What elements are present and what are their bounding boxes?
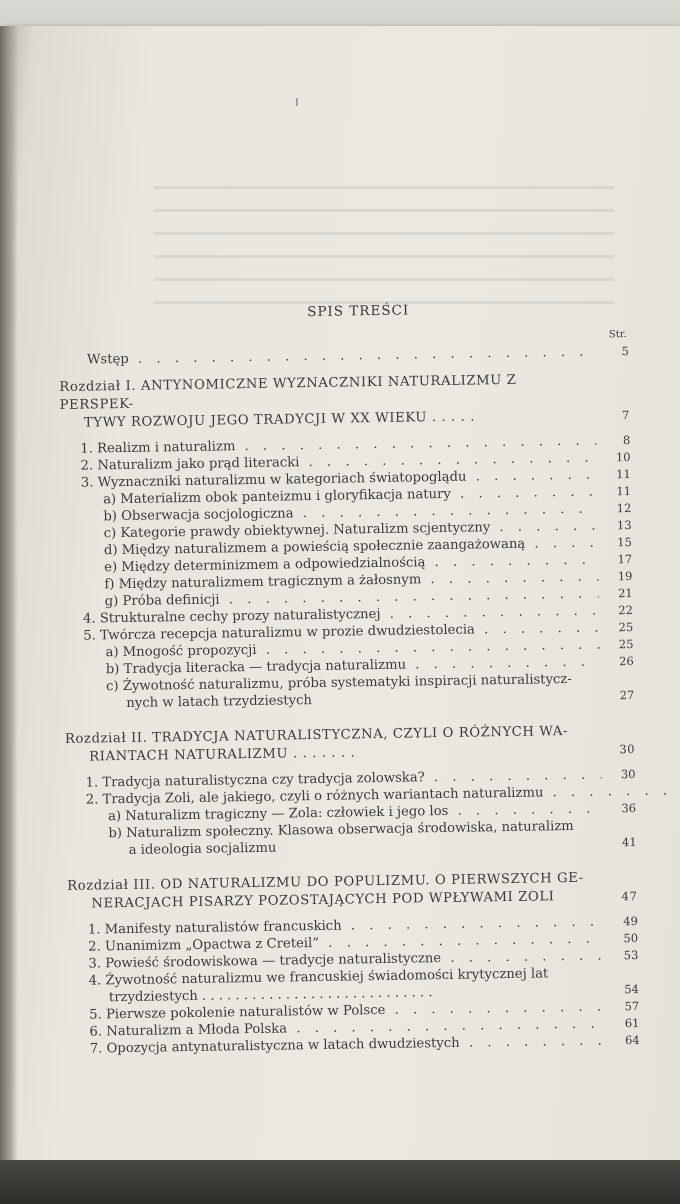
toc-subentry: b) Naturalizm społeczny. Klasowa obserwacja środowiska, naturalizm a ideologia socjalizmu 41 bbox=[108, 818, 637, 858]
toc-subentry: a) Materializm obok panteizmu i gloryfikacja natury . . . 11 bbox=[61, 483, 631, 509]
chapter-line: Rozdział I. ANTYNOMICZNE WYZNACZNIKI NATURALIZMU Z PERSPEK- bbox=[59, 372, 517, 413]
toc-subentry: a) Mnogość propozycji . . . 25 bbox=[63, 636, 633, 662]
chapter-page: 7 bbox=[621, 408, 630, 423]
toc-entry: 3. Powieść środowiskowa — tradycje naturalistyczne . . . 53 bbox=[68, 947, 638, 973]
entry-page: 5 bbox=[621, 344, 629, 359]
page-title: SPIS TREŚCI bbox=[307, 302, 410, 321]
dark-edge bbox=[0, 1160, 680, 1204]
table-of-contents bbox=[58, 291, 640, 1058]
ink-mark bbox=[296, 98, 298, 106]
toc-subentry: b) Obserwacja socjologiczna . . . 12 bbox=[61, 500, 631, 526]
toc-subentry: a) Naturalizm tragiczny — Zola: człowiek i jego los . . . 36 bbox=[66, 800, 636, 826]
toc-entry: 5. Pierwsze pokolenie naturalistów w Polsce . . . 57 bbox=[69, 998, 639, 1024]
toc-subentry: c) Kategorie prawdy obiektywnej. Naturalizm scjentyczny . . . 13 bbox=[62, 517, 632, 543]
toc-subentry: f) Między naturalizmem tragicznym a żałosnym . . . 19 bbox=[62, 568, 632, 594]
chapter-1-heading bbox=[59, 370, 630, 433]
toc-entry: 2. Tradycja Zoli, ale jakiego, czyli o różnych wariantach naturalizmu . . . bbox=[66, 783, 636, 809]
chapter-2-heading: Rozdział II. TRADYCJA NATURALISTYCZNA, CZYLI O RÓŻNYCH WA- RIANTACH NATURALIZMU . . . . . . . 30 bbox=[64, 724, 636, 765]
toc-entry: 7. Opozycja antynaturalistyczna w latach dwudziestych . . . 64 bbox=[70, 1032, 640, 1058]
toc-subentry: e) Między determinizmem a odpowiedzialnością . . . 17 bbox=[62, 551, 632, 577]
toc-entry: 1. Manifesty naturalistów francuskich . . . 49 bbox=[68, 913, 638, 939]
toc-entry: 5. Twórcza recepcja naturalizmu w prozie dwudziestolecia . . . 25 bbox=[63, 619, 633, 645]
toc-entry: 2. Unanimizm „Opactwa z Creteil” . . . 50 bbox=[68, 930, 638, 956]
toc-entry: 4. Żywotność naturalizmu we francuskiej świadomości krytycznej lat trzydziestych . . . . . . . . . . . . . . . . . . . . . . . . . . . . 54 bbox=[88, 966, 640, 1006]
toc-entry: 1. Tradycja naturalistyczna czy tradycja zolowska? . . . 30 bbox=[65, 766, 635, 792]
toc-subentry: d) Między naturalizmem a powieścią społecznie zaangażowaną . . . 15 bbox=[62, 534, 632, 560]
toc-subentry: g) Próba definicji . . . 21 bbox=[63, 585, 633, 611]
toc-subentry: b) Tradycja literacka — tradycja naturalizmu . . . 26 bbox=[64, 653, 634, 679]
chapter-3-heading: Rozdział III. OD NATURALIZMU DO POPULIZMU. O PIERWSZYCH GE- NERACJACH PISARZY POZOSTAJĄCYCH POD WPŁYWAMI ZOLI 47 bbox=[67, 870, 638, 912]
book-spine bbox=[0, 26, 18, 1172]
toc-subentry: c) Żywotność naturalizmu, próba systematyki inspiracji naturalistycz- nych w latach trzydziestych 27 bbox=[105, 671, 635, 711]
chapter-line: TYWY ROZWOJU JEGO TRADYCJI W XX WIEKU . . . . . bbox=[83, 409, 476, 431]
toc-entry: 3. Wyznaczniki naturalizmu w kategoriach światopoglądu . . . 11 bbox=[61, 466, 631, 492]
toc-entry: 4. Strukturalne cechy prozy naturalistycznej . . . 22 bbox=[63, 602, 633, 628]
toc-entry: 2. Naturalizm jako prąd literacki . . . 10 bbox=[60, 449, 630, 475]
toc-entry: 6. Naturalizm a Młoda Polska . . . 61 bbox=[69, 1015, 639, 1041]
page-column-label: Str. bbox=[608, 329, 627, 341]
toc-entry: 1. Realizm i naturalizm . . . 8 bbox=[60, 432, 630, 458]
entry-label: Wstęp . . . bbox=[87, 344, 595, 369]
